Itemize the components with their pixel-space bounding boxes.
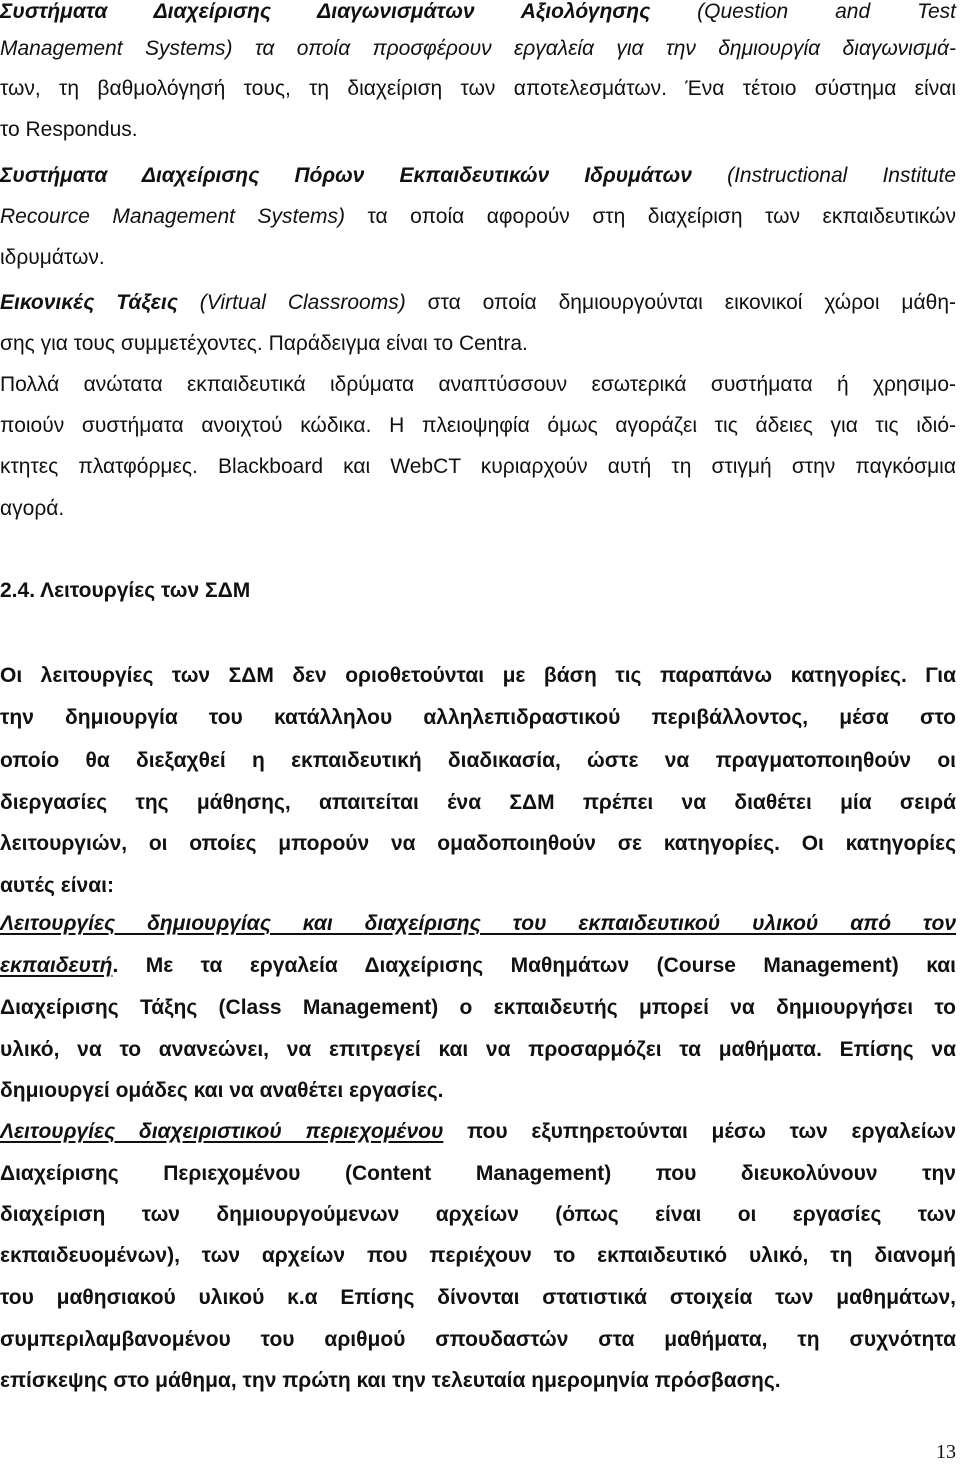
text-line: Management Systems) τα οποία προσφέρουν εργαλεία για την δημιουργία διαγωνισμά-	[0, 37, 956, 60]
text-line: Εικονικές Τάξεις (Virtual Classrooms) στα οποία δημιουργούνται εικονικοί χώροι μάθη-	[0, 291, 956, 314]
text-line: εκπαιδευομένων), των αρχείων που περιέχουν το εκπαιδευτικό υλικό, τη διανομή	[0, 1244, 956, 1267]
text-line: ποιούν συστήματα ανοιχτού κώδικα. Η πλειοψηφία όμως αγοράζει τις άδειες για τις ιδιό-	[0, 414, 956, 437]
page-number: 13	[936, 1441, 956, 1463]
text-line: Recource Management Systems) τα οποία αφορούν στη διαχείριση των εκπαιδευτικών	[0, 205, 956, 228]
text-line: εκπαιδευτή. Με τα εργαλεία Διαχείρισης Μαθημάτων (Course Management) και	[0, 954, 956, 977]
text-line	[0, 161, 956, 191]
text-line: επίσκεψης στο μάθημα, την πρώτη και την τελευταία ημερομηνία πρόσβασης.	[0, 1369, 781, 1392]
text-line	[0, 0, 956, 27]
text-line: σης για τους συμμετέχοντες. Παράδειγμα είναι το Centra.	[0, 332, 528, 355]
text-line: Διαχείρισης Περιεχομένου (Content Management) που διευκολύνουν την	[0, 1162, 956, 1185]
term-emphasis: Συστήματα Διαχείρισης Διαγωνισμάτων Αξιολόγησης	[0, 0, 651, 23]
text-line: δημιουργεί ομάδες και να αναθέτει εργασίες.	[0, 1079, 444, 1102]
text-line: αγορά.	[0, 497, 65, 520]
text-line: Οι λειτουργίες των ΣΔΜ δεν οριοθετούνται με βάση τις παραπάνω κατηγορίες. Για	[0, 664, 956, 687]
text-line: διεργασίες της μάθησης, απαιτείται ένα ΣΔΜ πρέπει να διαθέτει μία σειρά	[0, 791, 956, 814]
text-line: αυτές είναι:	[0, 874, 114, 897]
text-line: υλικό, να το ανανεώνει, να επιτρεγεί και να προσαρμόζει τα μαθήματα. Επίσης να	[0, 1038, 956, 1061]
text-line: λειτουργιών, οι οποίες μπορούν να ομαδοποιηθούν σε κατηγορίες. Οι κατηγορίες	[0, 832, 956, 855]
term-emphasis: Συστήματα Διαχείρισης Πόρων Εκπαιδευτικών Ιδρυμάτων	[0, 164, 692, 187]
text-line: Πολλά ανώτατα εκπαιδευτικά ιδρύματα αναπτύσσουν εσωτερικά συστήματα ή χρησιμο-	[0, 373, 956, 396]
term-emphasis: Εικονικές Τάξεις	[0, 291, 178, 314]
term-translation: (Instructional Institute	[727, 164, 957, 187]
term-translation: (Question and Test	[697, 0, 956, 23]
section-heading: 2.4. Λειτουργίες των ΣΔΜ	[0, 579, 251, 602]
text-line: ιδρυμάτων.	[0, 246, 105, 269]
text-line: συμπεριλαμβανομένου του αριθμού σπουδαστών στα μαθήματα, τη συχνότητα	[0, 1328, 956, 1351]
text-line: Διαχείρισης Τάξης (Class Management) ο εκπαιδευτής μπορεί να δημιουργήσει το	[0, 996, 956, 1019]
text-line: οποίο θα διεξαχθεί η εκπαιδευτική διαδικασία, ώστε να πραγματοποιηθούν οι	[0, 749, 956, 772]
underlined-heading: Λειτουργίες δημιουργίας και διαχείρισης του εκπαιδευτικού υλικού από τον	[0, 912, 956, 935]
text-line: των, τη βαθμολόγησή τους, τη διαχείριση των αποτελεσμάτων. Ένα τέτοιο σύστημα είναι	[0, 77, 956, 100]
text-line: το Respondus.	[0, 118, 138, 141]
text-line: την δημιουργία του κατάλληλου αλληλεπιδραστικού περιβάλλοντος, μέσα στο	[0, 706, 956, 729]
text-line: Λειτουργίες διαχειριστικού περιεχομένου που εξυπηρετούνται μέσω των εργαλείων	[0, 1120, 956, 1143]
text-line: διαχείριση των δημιουργούμενων αρχείων (όπως είναι οι εργασίες των	[0, 1203, 956, 1226]
text-line: κτητες πλατφόρμες. Blackboard και WebCT κυριαρχούν αυτή τη στιγμή στην παγκόσμια	[0, 455, 956, 478]
text-line: του μαθησιακού υλικού κ.α Επίσης δίνονται στατιστικά στοιχεία των μαθημάτων,	[0, 1286, 956, 1309]
